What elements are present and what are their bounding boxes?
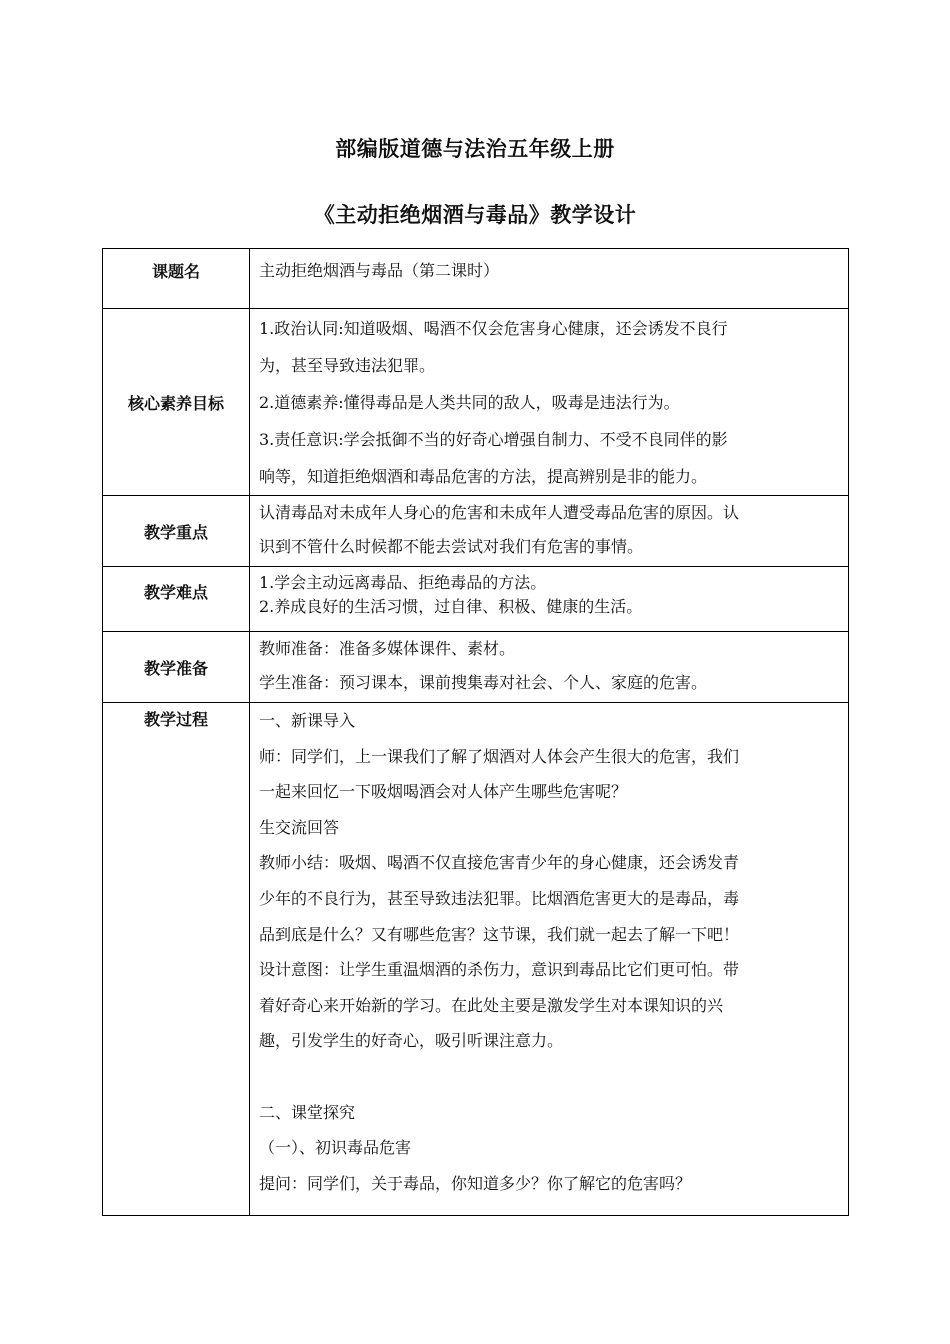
table-row	[103, 632, 849, 703]
table-row	[103, 309, 849, 496]
text-line: 一、新课导入	[259, 711, 356, 730]
text-line: 一起来回忆一下吸烟喝酒会对人体产生哪些危害呢？	[259, 782, 628, 802]
text-line: 少年的不良行为，甚至导致违法犯罪。比烟酒危害更大的是毒品，毒	[259, 888, 740, 908]
text-line: 主动拒绝烟酒与毒品（第二课时）	[259, 261, 500, 280]
text-line: 生交流回答	[259, 817, 340, 837]
text-line: 趣，引发学生的好奇心，吸引听课注意力。	[259, 1031, 564, 1051]
table-row	[103, 249, 849, 309]
row-content-difficulties	[250, 567, 849, 632]
table-row	[103, 567, 849, 632]
table-row	[103, 496, 849, 567]
text-line: 1.学会主动远离毒品、拒绝毒品的方法。	[259, 573, 547, 592]
row-label-difficulties: 教学难点	[103, 567, 250, 632]
lesson-plan-table	[102, 248, 849, 1216]
text-line: 二、课堂探究	[259, 1102, 356, 1122]
text-line: 1.政治认同:知道吸烟、喝酒不仅会危害身心健康，还会诱发不良行	[259, 319, 728, 338]
row-label-course-name: 课题名	[103, 249, 250, 309]
row-label-preparation: 教学准备	[103, 632, 250, 703]
text-line: 认清毒品对未成年人身心的危害和未成年人遭受毒品危害的原因。认	[259, 503, 740, 522]
text-line: （一）、初识毒品危害	[259, 1138, 412, 1158]
text-line: 提问：同学们，关于毒品，你知道多少？你了解它的危害吗？	[259, 1173, 692, 1193]
blank-line	[259, 1059, 840, 1095]
text-line: 3.责任意识:学会抵御不当的好奇心增强自制力、不受不良同伴的影	[259, 430, 728, 449]
text-line: 品到底是什么？又有哪些危害？这节课，我们就一起去了解一下吧！	[259, 924, 740, 944]
text-line: 2.养成良好的生活习惯，过自律、积极、健康的生活。	[259, 597, 643, 616]
row-content-process	[250, 703, 849, 1216]
table-row	[103, 703, 849, 1216]
text-line: 设计意图：让学生重温烟酒的杀伤力，意识到毒品比它们更可怕。带	[259, 960, 740, 980]
text-line: 为，甚至导致违法犯罪。	[259, 356, 436, 375]
row-content-course-name	[250, 249, 849, 309]
row-content-key-points	[250, 496, 849, 567]
row-content-objectives	[250, 309, 849, 496]
row-label-process: 教学过程	[103, 703, 250, 1216]
text-line: 教师准备：准备多媒体课件、素材。	[259, 639, 516, 658]
text-line: 师：同学们，上一课我们了解了烟酒对人体会产生很大的危害，我们	[259, 746, 740, 766]
text-line: 教师小结：吸烟、喝酒不仅直接危害青少年的身心健康，还会诱发青	[259, 853, 740, 873]
text-line: 学生准备：预习课本，课前搜集毒对社会、个人、家庭的危害。	[259, 673, 708, 692]
document-title: 部编版道德与法治五年级上册	[335, 137, 615, 161]
document-subtitle: 《主动拒绝烟酒与毒品》教学设计	[313, 203, 637, 227]
text-line: 2.道德素养:懂得毒品是人类共同的敌人，吸毒是违法行为。	[259, 393, 680, 412]
row-content-preparation	[250, 632, 849, 703]
text-line: 着好奇心来开始新的学习。在此处主要是激发学生对本课知识的兴	[259, 995, 724, 1015]
text-line: 识到不管什么时候都不能去尝试对我们有危害的事情。	[259, 537, 644, 556]
row-label-objectives: 核心素养目标	[103, 309, 250, 496]
text-line: 响等，知道拒绝烟酒和毒品危害的方法，提高辨别是非的能力。	[259, 467, 708, 486]
row-label-key-points: 教学重点	[103, 496, 250, 567]
